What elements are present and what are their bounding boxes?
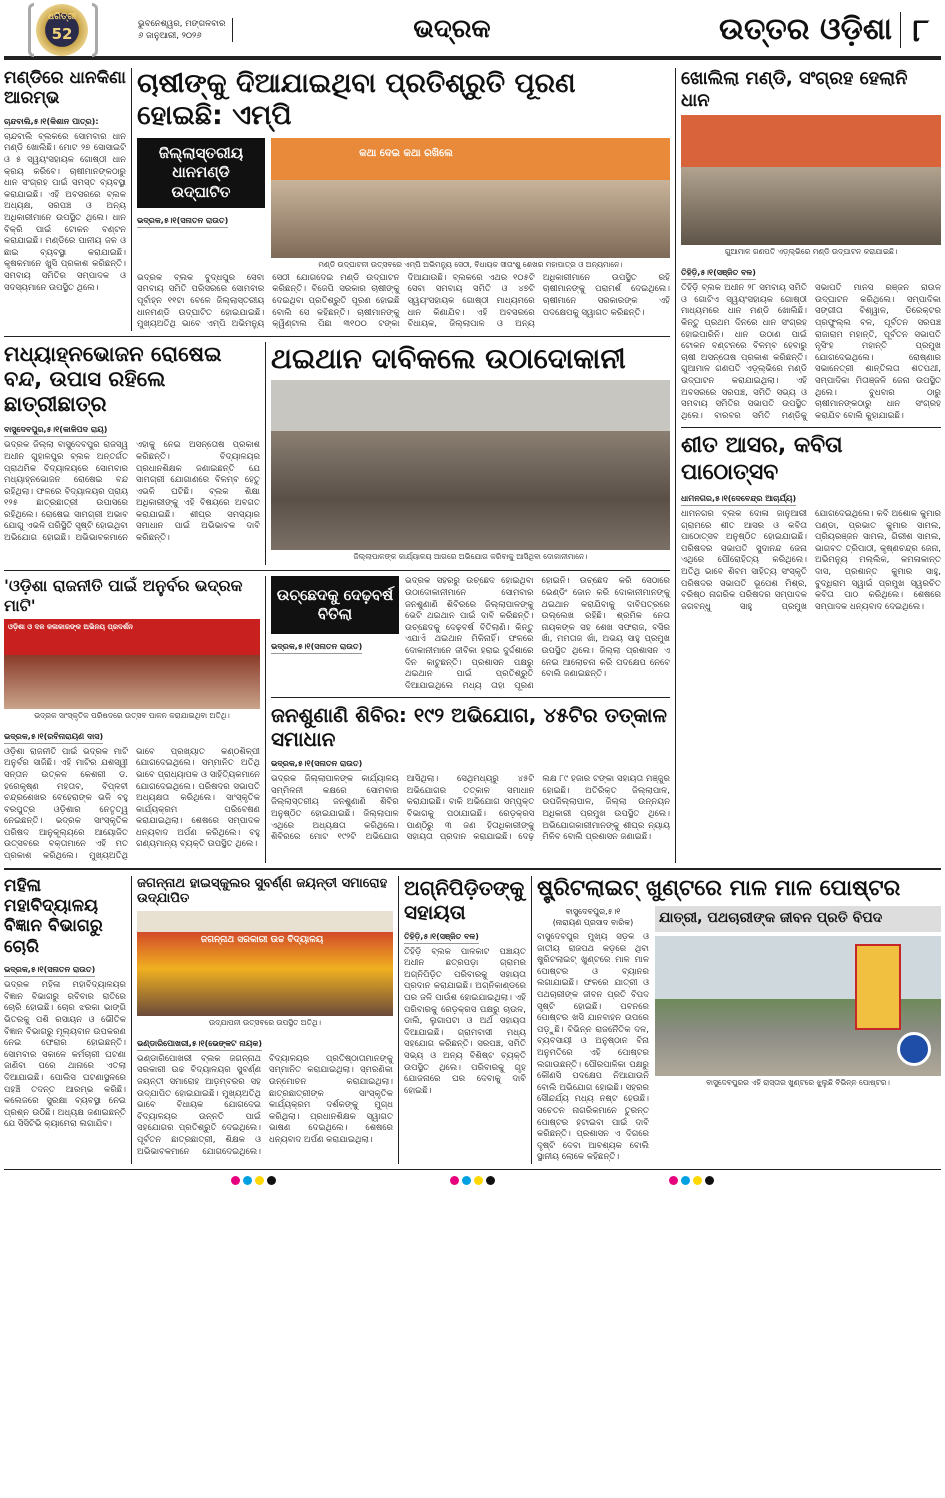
photo-banner-text: କଥା ଦେଇ କଥା ରଖିଲେ (359, 147, 453, 159)
headline: ମଣ୍ଡିରେ ଧାନକିଣା ଆରମ୍ଭ (4, 68, 126, 109)
story-college-theft (4, 876, 132, 1164)
registration-marks (450, 1176, 495, 1185)
header-date: ୬ ଜାନୁଆରୀ, ୨୦୨୬ (138, 31, 202, 41)
dateline: ଧାମନଗର,୫।୧(ଦେବେନ୍ଦ୍ର ଆଚାର୍ଯ୍ୟ) (681, 494, 796, 506)
story-golden-jubilee (137, 876, 399, 1164)
subhead-danger: ଯାତ୍ରୀ, ପଥଚାରୀଙ୍କ ଜୀବନ ପ୍ରତି ବିପଦ (655, 906, 941, 932)
registration-dot (681, 1176, 690, 1185)
logo-text: ଧରିତ୍ରୀ (47, 12, 77, 22)
story-paddy-purchase (4, 68, 132, 331)
photo-cultural-event (4, 619, 260, 709)
headline-college-theft: ମହିଳା ମହାବିଦ୍ୟାଳୟ ବିଜ୍ଞାନ ବିଭାଗରୁ ଚୋରି (4, 875, 103, 957)
story-body: ଭଣ୍ଡାରିପୋଖରୀ ବ୍ଲକ ଜଗନ୍ନାଥ ସରକାରୀ ଉଚ୍ଚ ବିଦ୍ୟାଳୟର ସୁବର୍ଣ୍ଣ ଜୟନ୍ତୀ ସମାରୋହ ଆଡ଼ମ୍ବରର ସହ ଉଦ୍‌ଯାପିତ ହୋଇଯାଇଛି। ମୁଖ୍ୟଅତିଥି ଭାବେ ବିଧାୟକ ଯୋଗଦେଇ ବିଦ୍ୟାଳୟର ଉନ୍ନତି ପାଇଁ ସହଯୋଗର ପ୍ରତିଶ୍ରୁତି ଦେଇଥିଲେ। ପୂର୍ବତନ ଛାତ୍ରଛାତ୍ରୀ, ଶିକ୍ଷକ ଓ ଅଭିଭାବକମାନେ ଯୋଗଦେଇଥିଲେ। ବିଦ୍ୟାଳୟର ପ୍ରତିଷ୍ଠାତାମାନଙ୍କୁ ସମ୍ମାନିତ କରାଯାଇଥିଲା। ସ୍ମରଣିକା ଉନ୍ମୋଚନ କରାଯାଇଥିଲା। ଛାତ୍ରଛାତ୍ରୀଙ୍କ ସାଂସ୍କୃତିକ କାର୍ଯ୍ୟକ୍ରମ ଦର୍ଶକଙ୍କୁ ମୁଗ୍ଧ କରିଥିଲା। ପ୍ରଧାନଶିକ୍ଷକ ସ୍ୱାଗତ ଭାଷଣ ଦେଇଥିଲେ। ଶେଷରେ ଧନ୍ୟବାଦ ଅର୍ପଣ କରାଯାଇଥିଲା। (137, 1053, 393, 1157)
header-city-day: ଭୁବନେଶ୍ୱର, ମଙ୍ଗଳବାର (138, 19, 226, 29)
photo-caption: ଗୁଆମାଳ ଗଣପତି ଏଡ଼୍‌ଲ୍‌ଭିରେ ମଣ୍ଡି ଉଦ୍‌ଘାଟନ କରାଯାଇଛି। (724, 247, 898, 257)
story-body: ଭଦ୍ରକ ବ୍ଲକ ବୁଦ୍ଧପୁର ସେବା ସମବାୟ ସମିତି ପରିସରରେ ସୋମବାର ପୂର୍ବାହ୍ନ ୧୧ଟା ବେଳେ ଜିଲ୍ଲାସ୍ତରୀୟ ଧାନମଣ୍ଡି ଉଦ୍‌ଘାଟିତ ହୋଇଯାଇଛି। ମୁଖ୍ୟଅତିଥି ଭାବେ ଏମ୍‌ପି ଅଭିମନ୍ୟୁ ସେଠୀ ଯୋଗଦେଇ ମଣ୍ଡି ଉଦ୍‌ଘାଟନ କରିଛନ୍ତି। ବିଜେପି ସରକାର ଚାଷୀଙ୍କୁ ଦେଇଥିବା ପ୍ରତିଶ୍ରୁତି ପୂରଣ ହୋଇଛି ବୋଲି ସେ କହିଛନ୍ତି। ଚାଷୀମାନଙ୍କୁ କ୍ୱିଣ୍ଟାଲ ପିଛା ୩୧୦୦ ଟଙ୍କା ଦିଆଯାଉଛି। ବ୍ଲକରେ ଏଥର ୧୦୫ଟି ସେବା ସମବାୟ ସମିତି ଓ ୪୭ଟି ସ୍ୱୟଂସହାୟକ ଗୋଷ୍ଠୀ ମାଧ୍ୟମରେ ଧାନ କିଣାଯିବ। ଏହି ଅବସରରେ ବିଧାୟକ, ଜିଲ୍ଲାପାଳ ଓ ଅନ୍ୟ ଅଧିକାରୀମାନେ ଉପସ୍ଥିତ ରହି ଚାଷୀମାନଙ୍କୁ ପରାମର୍ଶ ଦେଇଥିଲେ। ଚାଷୀମାନେ ସରକାରଙ୍କ ଏହି ପଦକ୍ଷେପକୁ ସ୍ୱାଗତ କରିଛନ୍ତି। (137, 272, 670, 330)
photo-posters-pole (655, 936, 941, 1076)
story-fire-relief (404, 876, 532, 1164)
photo-caption: ଭଦ୍ରକ ସାଂସ୍କୃତିକ ପରିଷଦରେ ଉତ୍ସବ ପାଳନ କରାଯାଇଥିବା ଅତିଥି। (34, 710, 230, 720)
story-body: ଭଦ୍ରକ ସହରରୁ ଉଚ୍ଛେଦ ହୋଇଥିବା ଉଠାଦୋକାନୀମାନେ ସୋମବାର ଜନଶୁଣାଣି ଶିବିରରେ ଜିଲ୍ଲାପାଳଙ୍କୁ ଭେଟି ଥଇଥାନ ପାଇଁ ଦାବି କରିଛନ୍ତି। ଉଚ୍ଛେଦକୁ ଦେଢ଼ବର୍ଷ ବିତିଲାଣି। କିନ୍ତୁ ଏଯାଏଁ ଥଇଥାନ ମିଳିନାହିଁ। ଫଳରେ ଦୋକାନୀମାନେ ଜୀବିକା ହରାଇ ଦୁର୍ଦ୍ଦଶାରେ ଦିନ କାଟୁଛନ୍ତି। ପ୍ରଶାସନ ପକ୍ଷରୁ ଥଇଥାନ ପାଇଁ ପ୍ରତିଶ୍ରୁତି ଦିଆଯାଇଥିଲେ ମଧ୍ୟ ତାହା ପୂରଣ ହୋଇନି। ଉଚ୍ଛେଦ କରି ସେଠାରେ ଭେଣ୍ଡିଂ ଜୋନ କରି ଦୋକାନୀମାନଙ୍କୁ ଥଇଥାନ କରାଯିବାକୁ ଦାବିପତ୍ରରେ ଉଲ୍ଲେଖ ରହିଛି। ଶ୍ରମିକ ନେତା ନାୟକଙ୍କ ସହ ଶେଖ ସଫରାଜ, ବସିର ଖାଁ, ମମତାଜ ଖାଁ, ଅଭୟ ସାହୁ ପ୍ରମୁଖ ଉପସ୍ଥିତ ଥିଲେ। ଜିଲ୍ଲା ପ୍ରଶାସନ ଏ ନେଇ ଆଲୋଚନା କରି ପଦକ୍ଷେପ ନେବେ ବୋଲି ଜଣାଇଛନ୍ତି। (405, 576, 670, 691)
story-poetry-festival (681, 433, 941, 613)
story-grievance-camp (271, 703, 670, 844)
story-body: ତିହିଡ଼ି ବ୍ଲକ ଅଧୀନ ୨୮ ସମବାୟ ସମିତି ଓ ଗୋଟିଏ ସ୍ୱୟଂସହାୟକ ଗୋଷ୍ଠୀ ମାଧ୍ୟମରେ ଧାନ ମଣ୍ଡି ଖୋଲିଛି। କିନ୍ତୁ ପ୍ରଥମ ଦିନରେ ଧାନ ସଂଗ୍ରହ ହୋଇପାରିନି। ଧାନ ଉଠାଣ ପାଇଁ ଟୋକନ ବଣ୍ଟନରେ ବିଳମ୍ବ ହେବାରୁ ଚାଷୀ ଅସନ୍ତୋଷ ପ୍ରକାଶ କରିଛନ୍ତି। ଗୁଆମାଳ ଗଣପତି ଏଡ଼୍‌ଲ୍‌ଭିରେ ମଣ୍ଡି ଉଦ୍‌ଘାଟନ କରାଯାଇଥିଲା। ଏହି ଅବସରରେ ସରପଞ୍ଚ, ସମିତି ସଭ୍ୟ ଓ ସମବାୟ ସମିତିର ସଭାପତି ଉପସ୍ଥିତ ଥିଲେ। ବାରବର ସମିତି ମଣ୍ଡିକୁ ସଭାପତି ମାନସ ରଞ୍ଜନ ରାଉଳ ଉଦ୍‌ଘାଟନ କରିଥିଲେ। ସମ୍ପାଦିକା ସଙ୍ଗୀତା ବିଶ୍ୱାଳ, ଡିରେକ୍ଟର ପ୍ରଫୁଲ୍ଲ ବଳ, ପୂର୍ବତନ ସରପଞ୍ଚ ରାଜାରାମ ମହାନ୍ତି, ପୂର୍ବତନ ସଭାପତି ନୃସିଂହ ମହାନ୍ତି ପ୍ରମୁଖ ଯୋଗଦେଇଥିଲେ। ରୋଷ୍ଣାର ସଭାନେତ୍ରୀ ଶାନ୍ତିଲତା ଶତପଥୀ, ସମ୍ପାଦିକା ମିତାଞ୍ଜଳି ଜେନା ଉପସ୍ଥିତ ଥିଲେ। ବୁଧବାର ଠାରୁ ଚାଷୀମାନଙ୍କଠାରୁ ଧାନ ସଂଗ୍ରହ କରାଯିବ ବୋଲି କୁହାଯାଇଛି। (681, 283, 941, 421)
masthead (4, 4, 941, 60)
row-2 (4, 342, 670, 572)
dateline: ଚାନ୍ଦବାଲି,୫।୧(କିଶାନ ପାତ୍ର): (4, 117, 99, 129)
row-3 (4, 576, 670, 862)
dateline-reporter: (ନାରାୟଣ ପ୍ରସାଦ ବାରିକ) (552, 918, 634, 928)
subhead-box: ଉଚ୍ଛେଦକୁ ଦେଢ଼ବର୍ଷ ବିତିଲା (271, 576, 399, 634)
dateline: ତିହିଡ଼ି,୫।୧(ସଞ୍ଜିତ ବଳ) (404, 932, 479, 944)
story-midday-meal (4, 342, 266, 566)
registration-dot (486, 1176, 495, 1185)
photo-caption: ଜିଲ୍ଲାପାଳଙ୍କ କାର୍ଯ୍ୟାଳୟ ଆଗରେ ଅଭିଯୋଗ କରିବାକୁ ଆସିଥିବା ଦୋକାନୀମାନେ। (353, 552, 588, 562)
headline-poetry-festival: ଶୀତ ଆସର, କବିତା ପାଠୋତ୍ସବ (681, 433, 843, 485)
story-body: ଭଦ୍ରକ ମହିଳା ମହାବିଦ୍ୟାଳୟର ବିଜ୍ଞାନ ବିଭାଗରୁ ରବିବାର ରାତିରେ ଚୋରି ହୋଇଛି। ଚୋର ଝରକା ଭାଙ୍ଗି ଭିତରକୁ ପଶି ରସାୟନ ଓ ଭୌତିକ ବିଜ୍ଞାନ ବିଭାଗରୁ ମୂଲ୍ୟବାନ ଉପକରଣ ନେଇ ଫେରାର ହୋଇଛନ୍ତି। ସୋମବାର ସକାଳେ କର୍ମଚାରୀ ଘଟଣା ଜାଣିବା ପରେ ଥାନାରେ ଏତଲା ଦିଆଯାଇଛି। ପୋଲିସ ଘଟଣାସ୍ଥଳରେ ପହଞ୍ଚି ତଦନ୍ତ ଆରମ୍ଭ କରିଛି। କଲେଜରେ ସୁରକ୍ଷା ବ୍ୟବସ୍ଥା ନେଇ ପ୍ରଶ୍ନ ଉଠିଛି। ଅଧ୍ୟକ୍ଷ ଜଣାଇଛନ୍ତି ଯେ ସିସିଟିଭି କ୍ୟାମେରା ଲଗାଯିବ। (4, 980, 126, 1130)
headline-mandi-opened: ଖୋଲିଲା ମଣ୍ଡି, ସଂଗ୍ରହ ହେଲାନି ଧାନ (681, 68, 908, 111)
story-eviction (271, 576, 670, 698)
photo-school-jubilee (137, 911, 393, 1016)
registration-dot (231, 1176, 240, 1185)
left-block (4, 68, 676, 863)
registration-marks (669, 1176, 714, 1185)
right-column (681, 68, 941, 863)
headline-odisha-politics: 'ଓଡ଼ିଶା ରାଜନୀତି ପାଇଁ ଅନୁର୍ବର ଭଦ୍ରକ ମାଟି' (4, 576, 243, 615)
registration-dot (474, 1176, 483, 1185)
dateline: ଭଦ୍ରକ,୫।୧(ସନାତନ ରାଉତ) (4, 965, 95, 977)
photo-vendors (271, 380, 670, 550)
footer (4, 1170, 941, 1185)
photo-mandi-queue (681, 115, 941, 245)
district-title: ଭଦ୍ରକ (413, 14, 491, 45)
registration-dot (243, 1176, 252, 1185)
story-body: ତିହିଡ଼ି ବ୍ଲକ ପାଳକାଟ ପଞ୍ଚାୟତ ଅଧୀନ ଛତ୍ରପଡ଼ା ଗ୍ରାମର ଅଗ୍ନିପିଡ଼ିତ ପରିବାରକୁ ସହାୟତା ପ୍ରଦାନ କରାଯାଇଛି। ଅଗ୍ନିକାଣ୍ଡରେ ଘର ଜଳି ପାଉଁଶ ହୋଇଯାଇଥିଲା। ଏହି ପରିବାରକୁ ରେଡ଼କ୍ରସ ପକ୍ଷରୁ ଚାଉଳ, ଡାଲି, ଲୁଗାପଟା ଓ ଅର୍ଥ ସହାୟତା ଦିଆଯାଇଛି। ଗ୍ରାମବାସୀ ମଧ୍ୟ ସହଯୋଗ କରିଛନ୍ତି। ସରପଞ୍ଚ, ସମିତି ସଭ୍ୟ ଓ ଅନ୍ୟ ବିଶିଷ୍ଟ ବ୍ୟକ୍ତି ଉପସ୍ଥିତ ଥିଲେ। ପରିବାରକୁ ଗୃହ ଯୋଜନାରେ ଘର ଦେବାକୁ ଦାବି ହୋଇଛି। (404, 946, 526, 1096)
dateline: ଭଦ୍ରକ,୫।୧(ସନାତନ ରାଉତ) (137, 216, 228, 228)
headline-mp-promise: ଚାଷୀଙ୍କୁ ଦିଆଯାଇଥିବା ପ୍ରତିଶ୍ରୁତି ପୂରଣ ହୋଇଛି: ଏମ୍‌ପି (137, 68, 576, 132)
registration-dot (669, 1176, 678, 1185)
story-mandi-opened (681, 68, 941, 428)
registration-dot (255, 1176, 264, 1185)
story-body: ବାସୁଦେବପୁର ମୁଖ୍ୟ ସଡ଼କ ଓ ଜାତୀୟ ରାଜପଥ କଡ଼ରେ ଥିବା ଷ୍ଟ୍ରିଟଲାଇଟ୍ ଖୁଣ୍ଟରେ ମାଳ ମାଳ ପୋଷ୍ଟର ଓ ବ୍ୟାନର ଲଗାଯାଇଛି। ଫଳରେ ଯାତ୍ରୀ ଓ ପଥଚାରୀଙ୍କ ଜୀବନ ପ୍ରତି ବିପଦ ସୃଷ୍ଟି ହୋଇଛି। ପବନରେ ପୋଷ୍ଟର ଖସି ଯାନବାହନ ଉପରେ ପଡ଼ୁଛି। ବିଭିନ୍ନ ରାଜନୈତିକ ଦଳ, ବ୍ୟବସାୟୀ ଓ ଅନୁଷ୍ଠାନ ବିନା ଅନୁମତିରେ ଏହି ପୋଷ୍ଟର ଲଗାଉଛନ୍ତି। ପୌରପାଳିକା ପକ୍ଷରୁ କୌଣସି ପଦକ୍ଷେପ ନିଆଯାଉନି ବୋଲି ଅଭିଯୋଗ ହୋଇଛି। ସହରର ସୌନ୍ଦର୍ଯ୍ୟ ମଧ୍ୟ ନଷ୍ଟ ହେଉଛି। ସଚେତନ ନାଗରିକମାନେ ତୁରନ୍ତ ପୋଷ୍ଟର ହଟାଇବା ପାଇଁ ଦାବି କରିଛନ୍ତି। ପ୍ରଶାସନ ଏ ଦିଗରେ ଦୃଷ୍ଟି ଦେବା ଆବଶ୍ୟକ ବୋଲି ସ୍ଥାନୀୟ ଲୋକେ କହିଛନ୍ତି। (537, 932, 649, 1163)
dateline: ତିହିଡ଼ି,୫।୧(ସଞ୍ଜିତ ବଳ) (681, 268, 756, 280)
story-streetlight-posters (537, 876, 941, 1164)
photo-caption: ବାସୁଦେବପୁରର ଏହି ରାସ୍ତାର ଖୁଣ୍ଟରେ ଝୁଲୁଛି ବିଭିନ୍ନ ପୋଷ୍ଟର। (706, 1077, 890, 1087)
registration-dot (267, 1176, 276, 1185)
dateline: ଭଦ୍ରକ,୫।୧(ସନାତନ ରାଉତ) (271, 642, 362, 654)
page-number: ୮ (912, 10, 930, 49)
headline-streetlight-posters: ଷ୍ଟ୍ରିଟଲାଇଟ୍ ଖୁଣ୍ଟରେ ମାଳ ମାଳ ପୋଷ୍ଟର (537, 875, 901, 901)
story-vendors-rehab (271, 342, 670, 566)
photo-caption: ମଣ୍ଡି ଉଦ୍‌ଘାଟନୀ ଉତ୍ସବରେ ଏମ୍‌ପି ଅଭିମନ୍ୟୁ ସେଠୀ, ବିଧାୟକ ସୀତାଂଶୁ ଶେଖର ମହାପାତ୍ର ଓ ଅନ୍ୟମାନେ। (318, 259, 623, 269)
photo-caption: ଉଦ୍‌ଯାପନୀ ଉତ୍ସବରେ ଉପସ୍ଥିତ ଅତିଥି। (208, 1017, 322, 1027)
dateline: ବାସୁଦେବପୁର,୫।୧(କାଳିପଦ ରାୟ) (4, 425, 107, 437)
logo-years: 52 (51, 25, 73, 43)
registration-marks (231, 1176, 276, 1185)
registration-dot (462, 1176, 471, 1185)
story-body: ଓଡ଼ିଶା ରାଜନୀତି ପାଇଁ ଭଦ୍ରକ ମାଟି ଅନୁର୍ବର ସାଜିଛି। ଏହି ମାଟିର ଯଶସ୍ୱୀ ସନ୍ତାନ ଉତ୍କଳ କେଶରୀ ଡ. ହରେକୃଷ୍ଣ ମହତାବ, ବିପ୍ଳବୀ ଚନ୍ଦ୍ରଶେଖର ବେହେରାଙ୍କ ଭଳି ବହୁ ବରପୁତ୍ର ଓଡ଼ିଶାର ନେତୃତ୍ୱ ନେଇଛନ୍ତି। ଭଦ୍ରକ ସାଂସ୍କୃତିକ ପରିଷଦ ଆନୁକୂଲ୍ୟରେ ଆୟୋଜିତ ଉତ୍ସବରେ ବକ୍ତାମାନେ ଏହି ମତ ପ୍ରକାଶ କରିଥିଲେ। ମୁଖ୍ୟଅତିଥି ଭାବେ ପ୍ରଖ୍ୟାତ କଣ୍ଠଶିଳ୍ପୀ ଯୋଗଦେଇଥିଲେ। ସମ୍ମାନିତ ଅତିଥି ଭାବେ ପ୍ରାଧ୍ୟାପକ ଓ ସାହିତ୍ୟିକମାନେ ଯୋଗଦେଇଥିଲେ। ପରିଷଦର ସଭାପତି ଅଧ୍ୟକ୍ଷତା କରିଥିଲେ। ସାଂସ୍କୃତିକ କାର୍ଯ୍ୟକ୍ରମ ପରିବେଷଣ କରାଯାଇଥିଲା। ଶେଷରେ ସମ୍ପାଦକ ଧନ୍ୟବାଦ ଅର୍ପଣ କରିଥିଲେ। ବହୁ ଗଣ୍ୟମାନ୍ୟ ବ୍ୟକ୍ତି ଉପସ୍ଥିତ ଥିଲେ। (4, 746, 260, 862)
story-body: ଭଦ୍ରକ ଜିଲ୍ଲାପାଳଙ୍କ କାର୍ଯ୍ୟାଳୟ ସମ୍ମିଳନୀ କକ୍ଷରେ ସୋମବାର ଜିଲ୍ଲାସ୍ତରୀୟ ଜନଶୁଣାଣି ଶିବିର ଅନୁଷ୍ଠିତ ହୋଇଯାଇଛି। ଜିଲ୍ଲାପାଳ ଏଥିରେ ଅଧ୍ୟକ୍ଷତା କରିଥିଲେ। ଶିବିରରେ ମୋଟ ୧୯୨ଟି ଅଭିଯୋଗ ଆସିଥିଲା। ସେଥିମଧ୍ୟରୁ ୪୫ଟି ଅଭିଯୋଗର ତତ୍କାଳ ସମାଧାନ କରାଯାଇଛି। ବାକି ଅଭିଯୋଗ ସମ୍ପୃକ୍ତ ବିଭାଗକୁ ପଠାଯାଇଛି। ରେଡ଼କ୍ରସ ପାଣ୍ଠିରୁ ୩ ଜଣ ହିତାଧିକାରୀଙ୍କୁ ସହାୟତା ପ୍ରଦାନ କରାଯାଇଛି। ଦେଢ଼ ଲକ୍ଷ ୮୯ ହଜାର ଟଙ୍କା ସହାୟତା ମଞ୍ଜୁର ହୋଇଛି। ଅତିରିକ୍ତ ଜିଲ୍ଲାପାଳ, ଉପଜିଲ୍ଲାପାଳ, ଜିଲ୍ଲା ଉନ୍ନୟନ ଅଧିକାରୀ ପ୍ରମୁଖ ଉପସ୍ଥିତ ଥିଲେ। ଅଭିଯୋଗକାରୀମାନଙ୍କୁ ଶୀଘ୍ର ନ୍ୟାୟ ମିଳିବ ବୋଲି ପ୍ରଶାସନ ଜଣାଇଛି। (271, 774, 670, 843)
bottom-row (4, 876, 941, 1170)
subhead-box: ଜିଲ୍ଲାସ୍ତରୀୟ ଧାନମଣ୍ଡି ଉଦ୍‌ଘାଟିତ (137, 138, 265, 209)
registration-dot (450, 1176, 459, 1185)
story-mp-promise (137, 68, 670, 331)
story-body: ଚାନ୍ଦବାଲି ବ୍ଲକରେ ସୋମବାର ଧାନ ମଣ୍ଡି ଖୋଲିଛି। ମୋଟ ୨୭ ସୋସାଇଟି ଓ ୫ ସ୍ୱୟଂସହାୟକ ଗୋଷ୍ଠୀ ଧାନ କ୍ରୟ କରିବେ। ଚାଷୀମାନଙ୍କଠାରୁ ଧାନ ସଂଗ୍ରହ ପାଇଁ ସମସ୍ତ ବ୍ୟବସ୍ଥା କରାଯାଇଛି। ଏହି ଅବସରରେ ବ୍ଲକ ଅଧ୍ୟକ୍ଷ, ସରପଞ୍ଚ ଓ ଅନ୍ୟ ଅଧିକାରୀମାନେ ଉପସ୍ଥିତ ଥିଲେ। ଧାନ ବିକ୍ରି ପାଇଁ ଟୋକନ ବଣ୍ଟନ କରାଯାଇଛି। ମଣ୍ଡିରେ ପାନୀୟ ଜଳ ଓ ଛାଇ ବ୍ୟବସ୍ଥା କରାଯାଇଛି। କୃଷକମାନେ ଖୁସି ପ୍ରକାଶ କରିଛନ୍ତି। ସମବାୟ ସମିତିର ସମ୍ପାଦକ ଓ ସଦସ୍ୟମାନେ ଉପସ୍ଥିତ ଥିଲେ। (4, 131, 126, 293)
photo-banner-text: ଜଗନ୍ନାଥ ସରକାରୀ ଉଚ୍ଚ ବିଦ୍ୟାଳୟ (200, 934, 324, 945)
headline-fire-relief: ଅଗ୍ନିପିଡ଼ିତଙ୍କୁ ସହାୟତା (404, 875, 525, 924)
dateline: ବାସୁଦେବପୁର,୫।୧ (565, 907, 621, 917)
upper-area (4, 68, 941, 870)
row-1 (4, 68, 670, 337)
headline-midday-meal: ମଧ୍ୟାହ୍ନଭୋଜନ ରୋଷେଇ ବନ୍ଦ, ଉପାସ ରହିଲେ ଛାତ୍ରୀଛାତ୍ର (4, 341, 222, 417)
dateline: ଭଣ୍ଡାରିପୋଖରୀ,୫।୧(ଭେଙ୍କଟ ନାୟକ) (137, 1039, 262, 1051)
headline-golden-jubilee: ଜଗନ୍ନାଥ ହାଇସ୍କୁଲର ସୁବର୍ଣ୍ଣ ଜୟନ୍ତୀ ସମାରୋହ ଉଦ୍‌ଯାପିତ (137, 875, 388, 907)
masthead-logo (28, 3, 98, 57)
headline-grievance-camp: ଜନଶୁଣାଣି ଶିବିର: ୧୯୨ ଅଭିଯୋଗ, ୪୫ଟିର ତତ୍କାଳ ସମାଧାନ (271, 703, 667, 752)
dateline: ଭଦ୍ରକ,୫।୧(ରବିନାରାୟଣ ଦାସ) (4, 732, 103, 744)
registration-dot (693, 1176, 702, 1185)
photo-mandi-inauguration (271, 138, 670, 258)
registration-dot (705, 1176, 714, 1185)
headline-vendors-rehab: ଥଇଥାନ ଦାବିକଲେ ଉଠାଦୋକାନୀ (271, 341, 626, 375)
section-title: ଉତ୍ତର ଓଡ଼ିଶା (671, 12, 901, 48)
story-odisha-politics (4, 576, 266, 862)
story-body: ଧାମନଗର ବ୍ଲକ ଦୋଳା ଜାନୁଆରୀ ଗ୍ରାମରେ ଶୀତ ଆସର ଓ କବିତା ପାଠୋତ୍ସବ ଅନୁଷ୍ଠିତ ହୋଇଯାଇଛି। ପରିଷଦର ସଭାପତି ସୁଦାନନ୍ଦ ଜେନା ଏଥିରେ ପୌରୋହିତ୍ୟ କରିଥିଲେ। ଅତିଥି ଭାବେ ଶିବମ ସାହିତ୍ୟ ସଂସ୍କୃତି ପରିଷଦର ସଭାପତି ଭୂପେଶ ମିଶ୍ର, ବରିଷ୍ଠ ନାଗରିକ ପରିଷଦର ସମ୍ପାଦକ ଜଗବନ୍ଧୁ ସାହୁ ପ୍ରମୁଖ ଯୋଗଦେଇଥିଲେ। କବି ଅଶୋକ କୁମାର ପଣ୍ଡା, ପ୍ରଭାତ କୁମାର ସାମଲ, ପ୍ରିୟରଞ୍ଜନ ସାମଲ, ଗିରୀଶ ସାମଲ, ଭାଗବତ ତ୍ରିପାଠୀ, କୃଷ୍ଣଚନ୍ଦ୍ର ଜେନା, ଅଭିମନ୍ୟୁ ମଲ୍ଲିକ, କମଳାକାନ୍ତ ଦାସ, ପ୍ରଶାନ୍ତ କୁମାର ସାହୁ, ବୁଦ୍ଧିରାମ ସ୍ୱାଇଁ ପ୍ରମୁଖ ସ୍ୱରଚିତ କବିତା ପାଠ କରିଥିଲେ। ଶେଷରେ ସମ୍ପାଦକ ଧନ୍ୟବାଦ ଦେଇଥିଲେ। (681, 509, 941, 612)
dateline: ଭଦ୍ରକ,୫।୧(ସନାତନ ରାଉତ) (271, 759, 362, 771)
story-body: ଭଦ୍ରକ ଜିଲ୍ଲା ବାସୁଦେବପୁର ରାଜସ୍ୱ ଅଧୀନ ଗୁହାଳପୁର ବ୍ଲକ ଅନ୍ତର୍ଗତ ପ୍ରାଥମିକ ବିଦ୍ୟାଳୟରେ ସୋମବାର ମଧ୍ୟାହ୍ନଭୋଜନ ରୋଷେଇ ବନ୍ଦ ରହିଥିଲା। ଫଳରେ ବିଦ୍ୟାଳୟର ପ୍ରାୟ ୧୨୫ ଛାତ୍ରଛାତ୍ରୀ ଉପାସରେ ରହିଥିଲେ। ରୋଷେଇ ସାମଗ୍ରୀ ଅଭାବ ଯୋଗୁ ଏଭଳି ପରିସ୍ଥିତି ସୃଷ୍ଟି ହୋଇଥିବା ଅଭିଯୋଗ ହୋଇଛି। ଅଭିଭାବକମାନେ ଏହାକୁ ନେଇ ଅସନ୍ତୋଷ ପ୍ରକାଶ କରିଛନ୍ତି। ବିଦ୍ୟାଳୟର ପ୍ରଧାନଶିକ୍ଷକ ଜଣାଇଛନ୍ତି ଯେ ସାମଗ୍ରୀ ଯୋଗାଣରେ ବିଳମ୍ବ ହେତୁ ଏଭଳି ଘଟିଛି। ବ୍ଲକ ଶିକ୍ଷା ଅଧିକାରୀଙ୍କୁ ଏହି ବିଷୟରେ ଅବଗତ କରାଯାଇଛି। ଶୀଘ୍ର ସମସ୍ୟାର ସମାଧାନ ପାଇଁ ଅଭିଭାବକ ଦାବି କରିଛନ୍ତି। (4, 440, 260, 544)
photo-banner-text: ଓଡ଼ିଶା ଓ ଦଳ କଳାକାରଙ୍କ ଅଭିନୟ ପ୍ରଦର୍ଶନ (8, 622, 133, 631)
